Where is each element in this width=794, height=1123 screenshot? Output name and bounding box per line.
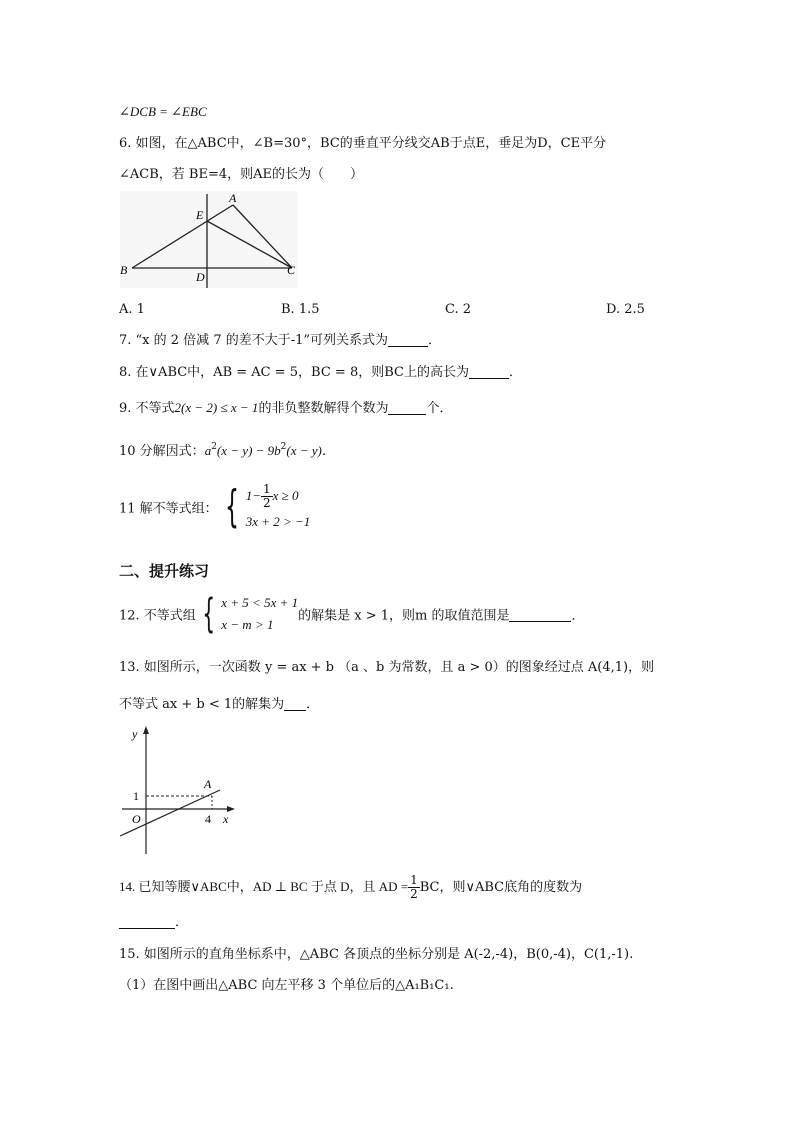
q7-line	[119, 332, 441, 350]
q7-answer-blank[interactable]	[388, 332, 428, 347]
q14-post: BC，则∨ABC底角的度数为	[419, 880, 583, 895]
q10-exp2: 2	[280, 442, 287, 452]
q10-pre: 10 分解因式：	[119, 444, 205, 459]
q11-block	[119, 481, 310, 533]
label-four: 4	[205, 812, 211, 826]
label-x: x	[223, 812, 229, 826]
q12-answer-blank[interactable]	[509, 607, 571, 622]
q6-option-c[interactable]: C. 2	[445, 302, 472, 317]
q9-answer-blank[interactable]	[388, 400, 426, 415]
q10-mid: (x − y) − 9b	[216, 443, 281, 458]
q10-line	[119, 438, 335, 461]
label-origin: O	[132, 812, 141, 826]
q8-answer-blank[interactable]	[469, 364, 509, 379]
q11-brace: {	[224, 481, 239, 532]
label-y: y	[132, 727, 138, 741]
q6-option-d[interactable]: D. 2.5	[606, 302, 645, 317]
q6-line2: ∠ACB，若 BE=4，则AE的长为（ ）	[119, 167, 363, 182]
q13-line1: 13. 如图所示，一次函数 y = ax + b （a 、b 为常数，且 a > 0）的图象经过点 A(4,1)，则	[119, 660, 655, 675]
q14-line	[119, 874, 582, 901]
q10-exp1: 2	[211, 442, 217, 452]
label-one: 1	[133, 789, 139, 803]
q13-linear-graph	[118, 724, 240, 856]
q7-text: 7. “x 的 2 倍减 7 的差不大于-1”可列关系式为	[119, 333, 389, 348]
label-e: E	[196, 208, 204, 222]
q9-line	[119, 399, 452, 418]
q11-pre: 11 解不等式组：	[119, 501, 218, 517]
q9-end: 个．	[426, 401, 453, 416]
q11-system	[246, 481, 311, 533]
q8-line	[119, 364, 522, 382]
section-title: 二、提升练习	[119, 562, 210, 580]
y-axis-arrow	[143, 726, 149, 734]
q7-end: ．	[428, 333, 442, 348]
q9-expr: 2(x − 2) ≤ x − 1	[174, 400, 259, 415]
q6-option-b[interactable]: B. 1.5	[281, 302, 320, 317]
q13-answer-blank[interactable]	[284, 696, 306, 711]
q13-line2	[119, 696, 319, 714]
q13-end: ．	[306, 697, 320, 712]
q12-brace: {	[202, 591, 215, 637]
label-c: C	[287, 263, 296, 277]
q15-line2: （1）在图中画出△ABC 向左平移 3 个单位后的△A₁B₁C₁.	[119, 978, 454, 993]
q6-figure-bg	[120, 191, 298, 288]
q14-answer-blank[interactable]	[119, 914, 175, 929]
q12-row1: x + 5 < 5x + 1	[221, 595, 299, 610]
q12-pre: 12. 不等式组	[119, 608, 196, 624]
label-d: D	[196, 270, 205, 284]
q12-system	[221, 592, 298, 636]
label-a: A	[229, 191, 237, 205]
q8-text: 8. 在∨ABC中，AB = AC = 5，BC = 8，则BC上的高长为	[119, 365, 469, 380]
q12-end: ．	[571, 608, 585, 624]
q12-row2: x − m > 1	[221, 617, 274, 632]
q13-text: 不等式 ax + b < 1的解集为	[119, 697, 285, 712]
q6-option-a[interactable]: A. 1	[119, 302, 145, 317]
q14-pre: 14. 已知等腰∨ABC中，AD ⊥ BC 于点 D，且 AD =	[119, 879, 409, 894]
label-point-a: A	[204, 777, 212, 791]
q9-pre: 9. 不等式	[119, 401, 175, 416]
q14-end: ．	[175, 915, 189, 930]
q11-row2: 3x + 2 > −1	[245, 514, 311, 529]
q9-mid: 的非负整数解得个数为	[258, 401, 389, 416]
q10-a: a	[204, 443, 212, 458]
q15-line1: 15. 如图所示的直角坐标系中，△ABC 各顶点的坐标分别是 A(-2,-4)，B(0,-4)，C(1,-1).	[119, 947, 634, 962]
q11-fraction: $\frac{1}{2}$	[262, 482, 271, 510]
q6-triangle-figure	[118, 188, 303, 290]
label-b: B	[120, 263, 128, 277]
q12-post: 的解集是 x > 1，则m 的取值范围是	[298, 608, 510, 624]
q12-block	[119, 592, 585, 636]
q14-line2	[119, 914, 188, 932]
prev-answer-line: ∠DCB = ∠EBC	[119, 104, 207, 119]
q10-end: (x − y)．	[286, 443, 335, 458]
q8-end: ．	[508, 365, 522, 380]
q11-row1: 1− $\frac{1}{2}$ x ≥ 0	[245, 482, 299, 510]
q14-fraction: $\frac{1}{2}$	[410, 873, 418, 901]
q6-line1: 6. 如图，在△ABC中，∠B=30°，BC的垂直平分线交AB于点E，垂足为D，CE平分	[119, 136, 607, 151]
